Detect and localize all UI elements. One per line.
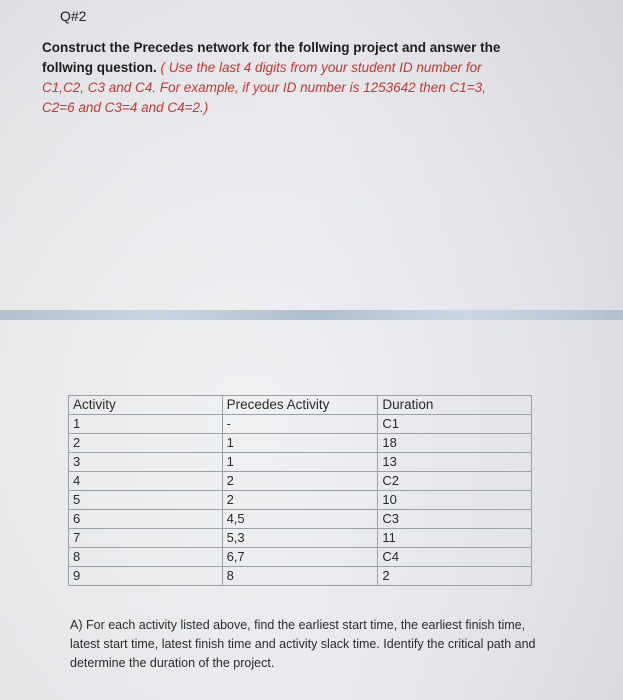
intro-paragraph <box>42 38 522 118</box>
cell-activity: 8 <box>69 548 223 567</box>
cell-precedes: 4,5 <box>222 510 378 529</box>
cell-precedes: - <box>222 415 378 434</box>
cell-activity: 4 <box>69 472 223 491</box>
table-row <box>69 491 532 510</box>
table-row <box>69 548 532 567</box>
cell-activity: 3 <box>69 453 223 472</box>
cell-duration: C2 <box>378 472 532 491</box>
intro-lead: Construct the Precedes network for the follwing project and answer the follwing question. <box>42 40 501 75</box>
intro-note: ( Use the last 4 digits from your student ID number for C1,C2, C3 and C4. For example, if your ID number is 1253642 then C1=3, C2=6 and C3=4 and C4=2.) <box>42 60 486 115</box>
cell-duration: 13 <box>378 453 532 472</box>
table-row <box>69 510 532 529</box>
table-row <box>69 529 532 548</box>
table-row <box>69 415 532 434</box>
header-duration: Duration <box>378 396 532 415</box>
activity-table <box>68 395 532 586</box>
cell-precedes: 2 <box>222 472 378 491</box>
cell-duration: C4 <box>378 548 532 567</box>
table-header-row <box>69 396 532 415</box>
cell-activity: 7 <box>69 529 223 548</box>
table-row <box>69 434 532 453</box>
cell-precedes: 1 <box>222 453 378 472</box>
cell-activity: 6 <box>69 510 223 529</box>
cell-activity: 5 <box>69 491 223 510</box>
cell-precedes: 6,7 <box>222 548 378 567</box>
header-precedes: Precedes Activity <box>222 396 378 415</box>
cell-duration: C3 <box>378 510 532 529</box>
cell-precedes: 1 <box>222 434 378 453</box>
cell-duration: 2 <box>378 567 532 586</box>
table-row <box>69 453 532 472</box>
question-number: Q#2 <box>60 8 87 24</box>
cell-duration: 10 <box>378 491 532 510</box>
table-row <box>69 567 532 586</box>
header-activity: Activity <box>69 396 223 415</box>
question-a <box>70 616 540 673</box>
question-a-label: A) <box>70 618 83 632</box>
cell-precedes: 5,3 <box>222 529 378 548</box>
cell-activity: 1 <box>69 415 223 434</box>
cell-activity: 2 <box>69 434 223 453</box>
cell-precedes: 2 <box>222 491 378 510</box>
cell-activity: 9 <box>69 567 223 586</box>
cell-duration: 18 <box>378 434 532 453</box>
cell-precedes: 8 <box>222 567 378 586</box>
cell-duration: C1 <box>378 415 532 434</box>
table-row <box>69 472 532 491</box>
cell-duration: 11 <box>378 529 532 548</box>
photo-glare-band <box>0 310 623 320</box>
question-a-text: For each activity listed above, find the earliest start time, the earliest finish time, latest start time, latest finish time and activity slack time. Identify the critical path and determine the duration of the project. <box>70 618 536 670</box>
